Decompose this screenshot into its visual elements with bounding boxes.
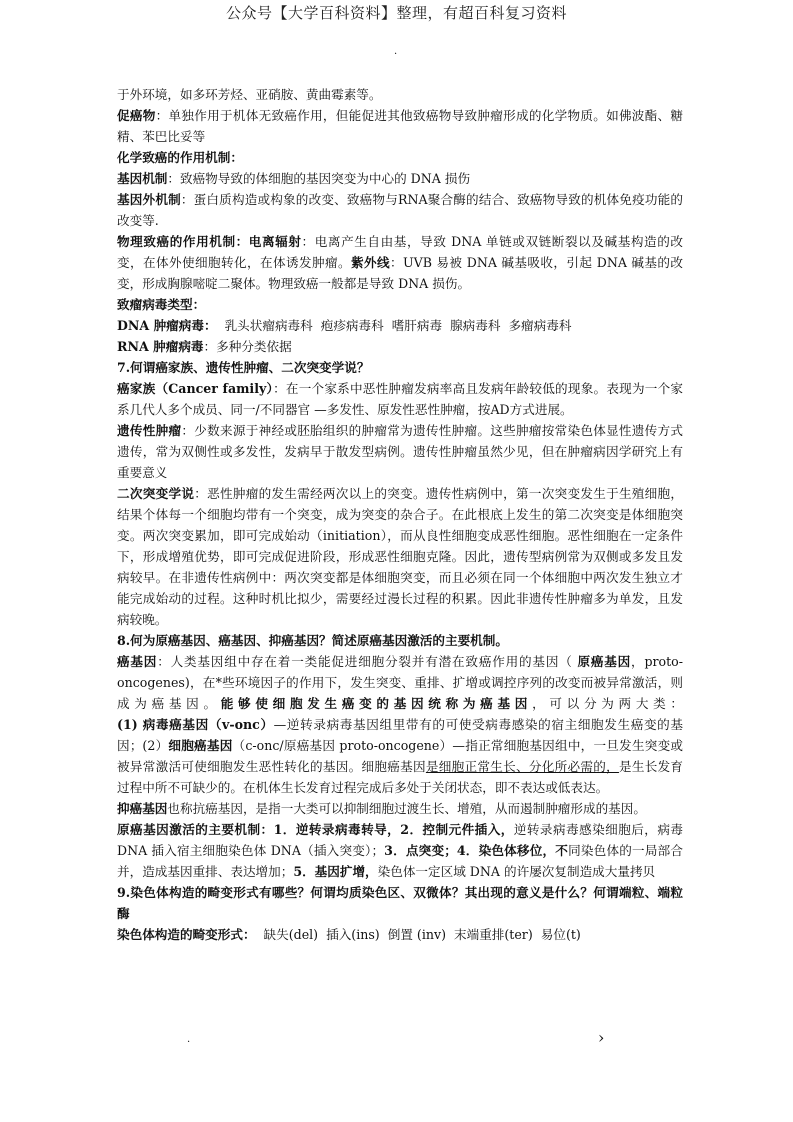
text-hereditary-tumor: ：少数来源于神经或胚胎组织的肿瘤常为遗传性肿瘤。这些肿瘤按常染色体显性遗传方式遗传，常为双侧性或多发性，发病早于散发型病例。遗传性肿瘤虽然少见，但在肿瘤病因学研究上有重要意义 [117, 423, 684, 480]
paragraph-two-hit [117, 483, 683, 630]
document-body [117, 84, 683, 945]
paragraph-cancer-family [117, 378, 683, 420]
dna-virus-item: 腺病毒科 [450, 318, 501, 333]
heading-chemical-mechanism: 化学致癌的作用机制： [117, 150, 243, 165]
paragraph-tumor-suppressor [117, 798, 683, 819]
paragraph-carcinogens: 于外环境，如多环芳烃、亚硝胺、黄曲霉素等。 [117, 87, 382, 102]
term-hereditary-tumor: 遗传性肿瘤 [117, 423, 182, 438]
term-dna-viruses: DNA 肿瘤病毒： [117, 318, 217, 333]
term-tumor-suppressor: 抑癌基因 [117, 801, 168, 816]
term-cancer-family: 癌家族（Cancer family） [117, 381, 274, 396]
aberration-item: 倒置 (inv) [387, 927, 446, 942]
text-oncogene-4: —逆转录病毒基因组里带有的可使受病毒感染的宿主细胞发生癌变的基因；(2） [117, 717, 683, 753]
paragraph-gene-mechanism [117, 168, 683, 189]
text-cancer-family: ：在一个家系中恶性肿瘤发病率高且发病年龄较低的现象。表现为一个家系几代人多个成员、同一/不同器官 —多发性、原发性恶性肿瘤，按AD方式进展。 [117, 381, 684, 417]
text-oncogene-6: 是生长发育过程中所不可缺少的。在机体生长发育过程完成后多处于关闭状态，即不表达或低表达。 [117, 759, 684, 795]
aberration-item: 插入(ins) [326, 927, 380, 942]
term-promoter: 促癌物 [117, 108, 156, 123]
paragraph-activation-mechanism [117, 819, 683, 882]
term-activation-3: 5．基因扩增， [293, 864, 378, 879]
term-rna-viruses: RNA 肿瘤病毒 [117, 339, 204, 354]
text-ultraviolet: ：UVB 易被 DNA 碱基吸收，引起 DNA 碱基的改变，形成胸腺嘧啶二聚体。物理致癌一般都是导致 DNA 损伤。 [117, 255, 684, 291]
dna-virus-item: 乳头状瘤病毒科 [224, 318, 313, 333]
dna-virus-item: 多瘤病毒科 [508, 318, 572, 333]
text-ionizing-radiation: ：电离产生自由基，导致 DNA 单链或双链断裂以及碱基构造的改变，在体外使细胞转化，在体诱发肿瘤。 [117, 234, 684, 270]
term-gene-mechanism: 基因机制 [117, 171, 168, 186]
text-activation-3: 染色体一定区域 DNA 的许屡次复制造成大量拷贝 [377, 864, 656, 879]
paragraph-rna-viruses [117, 336, 683, 357]
term-two-hit: 二次突变学说 [117, 486, 195, 501]
aberration-item: 缺失(del) [263, 927, 319, 942]
text-activation-1: 逆转录病毒感染细胞后，病毒 DNA 插入宿主细胞染色体 DNA（插入突变）； [117, 822, 683, 858]
term-viral-oncogene: (1) 病毒癌基因（v-onc） [117, 717, 274, 732]
question-9: 9.染色体构造的畸变形式有哪些？何谓均质染色区、双微体？其出现的意义是什么？何谓端粒、端粒酶 [117, 885, 683, 921]
text-epigenetic-mechanism: ：蛋白质构造或构象的改变、致癌物与RNA聚合酶的结合、致癌物导致的机体免疫功能的改变等. [117, 192, 683, 228]
text-oncogene-3: ，可以分为两大类： [532, 696, 684, 711]
term-oncogene-collective: 能够使细胞发生癌变的基因统称为癌基因 [220, 696, 533, 711]
text-tumor-suppressor: 也称抗癌基因，是指一大类可以抑制细胞过渡生长、增殖，从而遏制肿瘤形成的基因。 [167, 801, 646, 816]
aberration-item: 易位(t) [540, 927, 581, 942]
underlined-text: 是细胞正常生长、分化所必需的， [425, 759, 619, 774]
paragraph-epigenetic-mechanism [117, 189, 683, 231]
paragraph-physical-mechanism [117, 231, 683, 294]
chevron-right-icon[interactable]: › [598, 1028, 605, 1047]
text-activation-2: 同染色体的一局部合并，造成基因重排、表达增加； [117, 843, 683, 879]
heading-virus-types: 致瘤病毒类型： [117, 297, 206, 312]
paragraph-hereditary-tumor [117, 420, 683, 483]
text-promoter: ：单独作用于机体无致癌作用，但能促进其他致癌物导致肿瘤形成的化学物质。如佛波酯、糖精、苯巴比妥等 [117, 108, 684, 144]
page-header: 公众号【大学百科资料】整理，有超百科复习资料 [225, 4, 567, 22]
term-ionizing-radiation: 物理致癌的作用机制：电离辐射 [117, 234, 302, 249]
text-oncogene-2: ，proto-oncogenes)，在*些环境因子的作用下，发生突变、重排、扩增或调控序列的改变而被异常激活，则成为癌基因。 [117, 654, 684, 711]
term-cellular-oncogene: 细胞癌基因 [168, 738, 233, 753]
text-oncogene-5: （c-onc/原癌基因 proto-oncogene）—指正常细胞基因组中，一旦发生突变或被异常激活可使细胞发生恶性转化的基因。细胞癌基因 [117, 738, 684, 774]
top-dot: . [394, 46, 398, 57]
paragraph-aberration-forms [117, 924, 683, 945]
term-ultraviolet: 紫外线 [351, 255, 390, 270]
term-activation-2: 3．点突变；4．染色体移位，不 [384, 843, 569, 858]
text-oncogene-1: ：人类基因组中存在着一类能促进细胞分裂并有潜在致癌作用的基因（ [157, 654, 578, 669]
text-two-hit: ：恶性肿瘤的发生需经两次以上的突变。遗传性病例中，第一次突变发生于生殖细胞，结果个体每一个细胞均带有一个突变，成为突变的杂合子。在此根底上发生的第二次突变是体细胞突变。两次突变累加，即可完成始动（initiation），而从良性细胞变成恶性细胞。恶性细胞在一定条件下，形成增殖优势，即可完成促进阶段，形成恶性细胞克隆。因此，遗传型病例常为双侧或多发且发病较早。在非遗传性病例中：两次突变都是体细胞突变，而且必须在同一个体细胞中两次发生独立才能完成始动的过程。这种时机比拟少，需要经过漫长过程的积累。因此非遗传性肿瘤多为单发，且发病较晚。 [117, 486, 684, 627]
term-proto-oncogene: 原癌基因 [577, 654, 632, 669]
aberration-item: 末端重排(ter) [454, 927, 533, 942]
dna-virus-item: 嗜肝病毒 [391, 318, 443, 333]
bottom-dot: . [187, 1034, 191, 1045]
paragraph-promoter [117, 105, 683, 147]
paragraph-dna-viruses [117, 315, 683, 336]
question-7: 7.何谓癌家族、遗传性肿瘤、二次突变学说？ [117, 360, 370, 375]
text-gene-mechanism: ：致癌物导致的体细胞的基因突变为中心的 DNA 损伤 [167, 171, 471, 186]
paragraph-oncogene [117, 651, 683, 798]
term-activation-1: 原癌基因激活的主要机制：1．逆转录病毒转导，2．控制元件插入， [117, 822, 514, 837]
term-oncogene: 癌基因 [117, 654, 158, 669]
term-epigenetic-mechanism: 基因外机制 [117, 192, 181, 207]
dna-virus-item: 疱疹病毒科 [320, 318, 384, 333]
question-8: 8.何为原癌基因、癌基因、抑癌基因？简述原癌基因激活的主要机制。 [117, 633, 508, 648]
term-aberration-forms: 染色体构造的畸变形式： [117, 927, 256, 942]
text-rna-viruses: ：多种分类依据 [203, 339, 292, 354]
